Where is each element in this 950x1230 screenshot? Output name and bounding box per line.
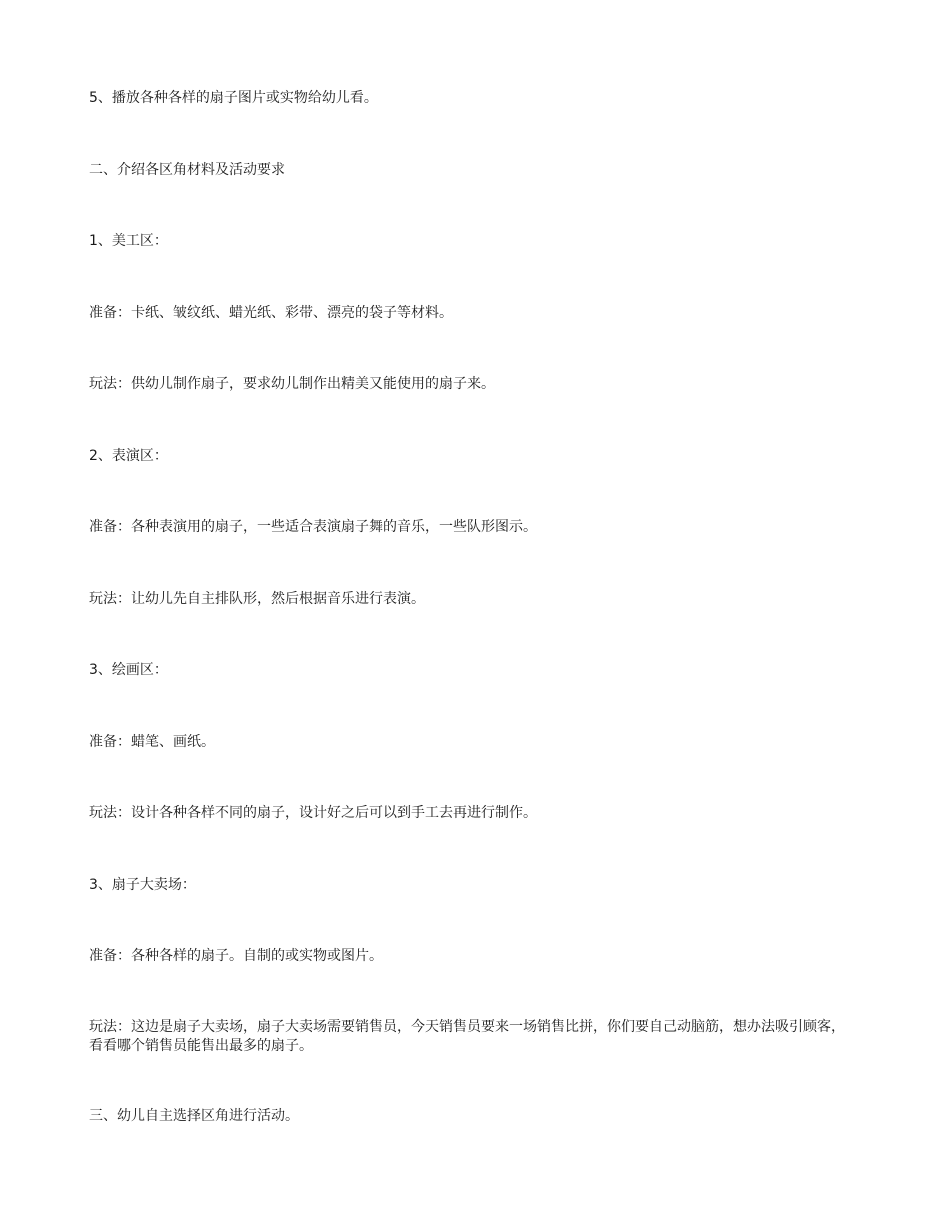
drawing-preparation: 准备：蜡笔、画纸。 [89,734,215,750]
area-heading-art: 1、美工区： [89,233,168,249]
area-heading-drawing: 3、绘画区： [89,662,168,678]
drawing-play: 玩法：设计各种各样不同的扇子，设计好之后可以到手工去再进行制作。 [89,805,537,821]
art-play: 玩法：供幼儿制作扇子，要求幼儿制作出精美又能使用的扇子来。 [89,376,495,392]
section-heading-2: 二、介绍各区角材料及活动要求 [89,162,285,178]
area-heading-fan-market: 3、扇子大卖场： [89,877,196,893]
section-heading-3: 三、幼儿自主选择区角进行活动。 [89,1108,299,1124]
performance-preparation: 准备：各种表演用的扇子，一些适合表演扇子舞的音乐，一些队形图示。 [89,519,537,535]
art-preparation: 准备：卡纸、皱纹纸、蜡光纸、彩带、漂亮的袋子等材料。 [89,305,453,321]
area-heading-performance: 2、表演区： [89,448,168,464]
fan-market-preparation: 准备：各种各样的扇子。自制的或实物或图片。 [89,948,383,964]
fan-market-play: 玩法：这边是扇子大卖场，扇子大卖场需要销售员，今天销售员要来一场销售比拼，你们要自己动脑筋，想办法吸引顾客，看看哪个销售员能售出最多的扇子。 [89,1019,845,1054]
performance-play: 玩法：让幼儿先自主排队形，然后根据音乐进行表演。 [89,591,425,607]
paragraph-step-5: 5、播放各种各样的扇子图片或实物给幼儿看。 [89,90,378,106]
